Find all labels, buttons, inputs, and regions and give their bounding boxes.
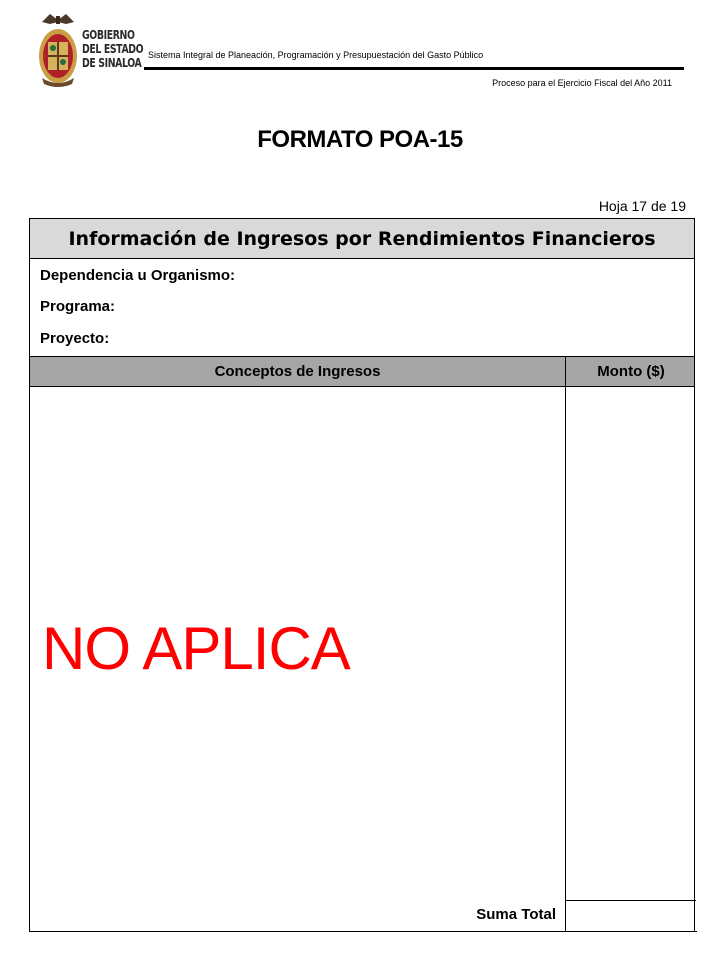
system-title: Sistema Integral de Planeación, Programación y Presupuestación del Gasto Público xyxy=(148,50,484,60)
header-divider xyxy=(144,67,684,70)
program-field-label: Programa: xyxy=(40,298,116,315)
form-title: FORMATO POA-15 xyxy=(257,126,463,153)
dependency-field-label: Dependencia u Organismo: xyxy=(40,267,236,284)
sheet-number: Hoja 17 de 19 xyxy=(598,198,686,214)
section-title-text: Información de Ingresos por Rendimientos Financieros xyxy=(68,227,656,250)
concepts-column-header xyxy=(30,357,566,386)
logo-line-2: DEL ESTADO xyxy=(82,42,144,56)
state-logo xyxy=(36,12,144,88)
sinaloa-coat-of-arms-icon xyxy=(36,12,80,88)
table-bottom-border xyxy=(29,931,697,932)
project-field-label: Proyecto: xyxy=(40,330,110,347)
fiscal-process: Proceso para el Ejercicio Fiscal del Año 2011 xyxy=(492,78,672,88)
amount-column-label: Monto ($) xyxy=(597,363,665,380)
form-table xyxy=(29,218,695,931)
column-divider xyxy=(565,387,566,932)
not-applicable-stamp: NO APLICA xyxy=(42,615,350,682)
concepts-column-label: Conceptos de Ingresos xyxy=(214,363,381,380)
total-cell-divider xyxy=(565,900,696,901)
logo-line-3: DE SINALOA xyxy=(82,56,142,70)
total-label: Suma Total xyxy=(476,906,556,923)
logo-wordmark xyxy=(82,28,143,70)
amount-column-header xyxy=(566,357,696,386)
column-header-row xyxy=(30,356,694,387)
logo-line-1: GOBIERNO xyxy=(82,28,135,42)
section-title xyxy=(30,219,694,259)
